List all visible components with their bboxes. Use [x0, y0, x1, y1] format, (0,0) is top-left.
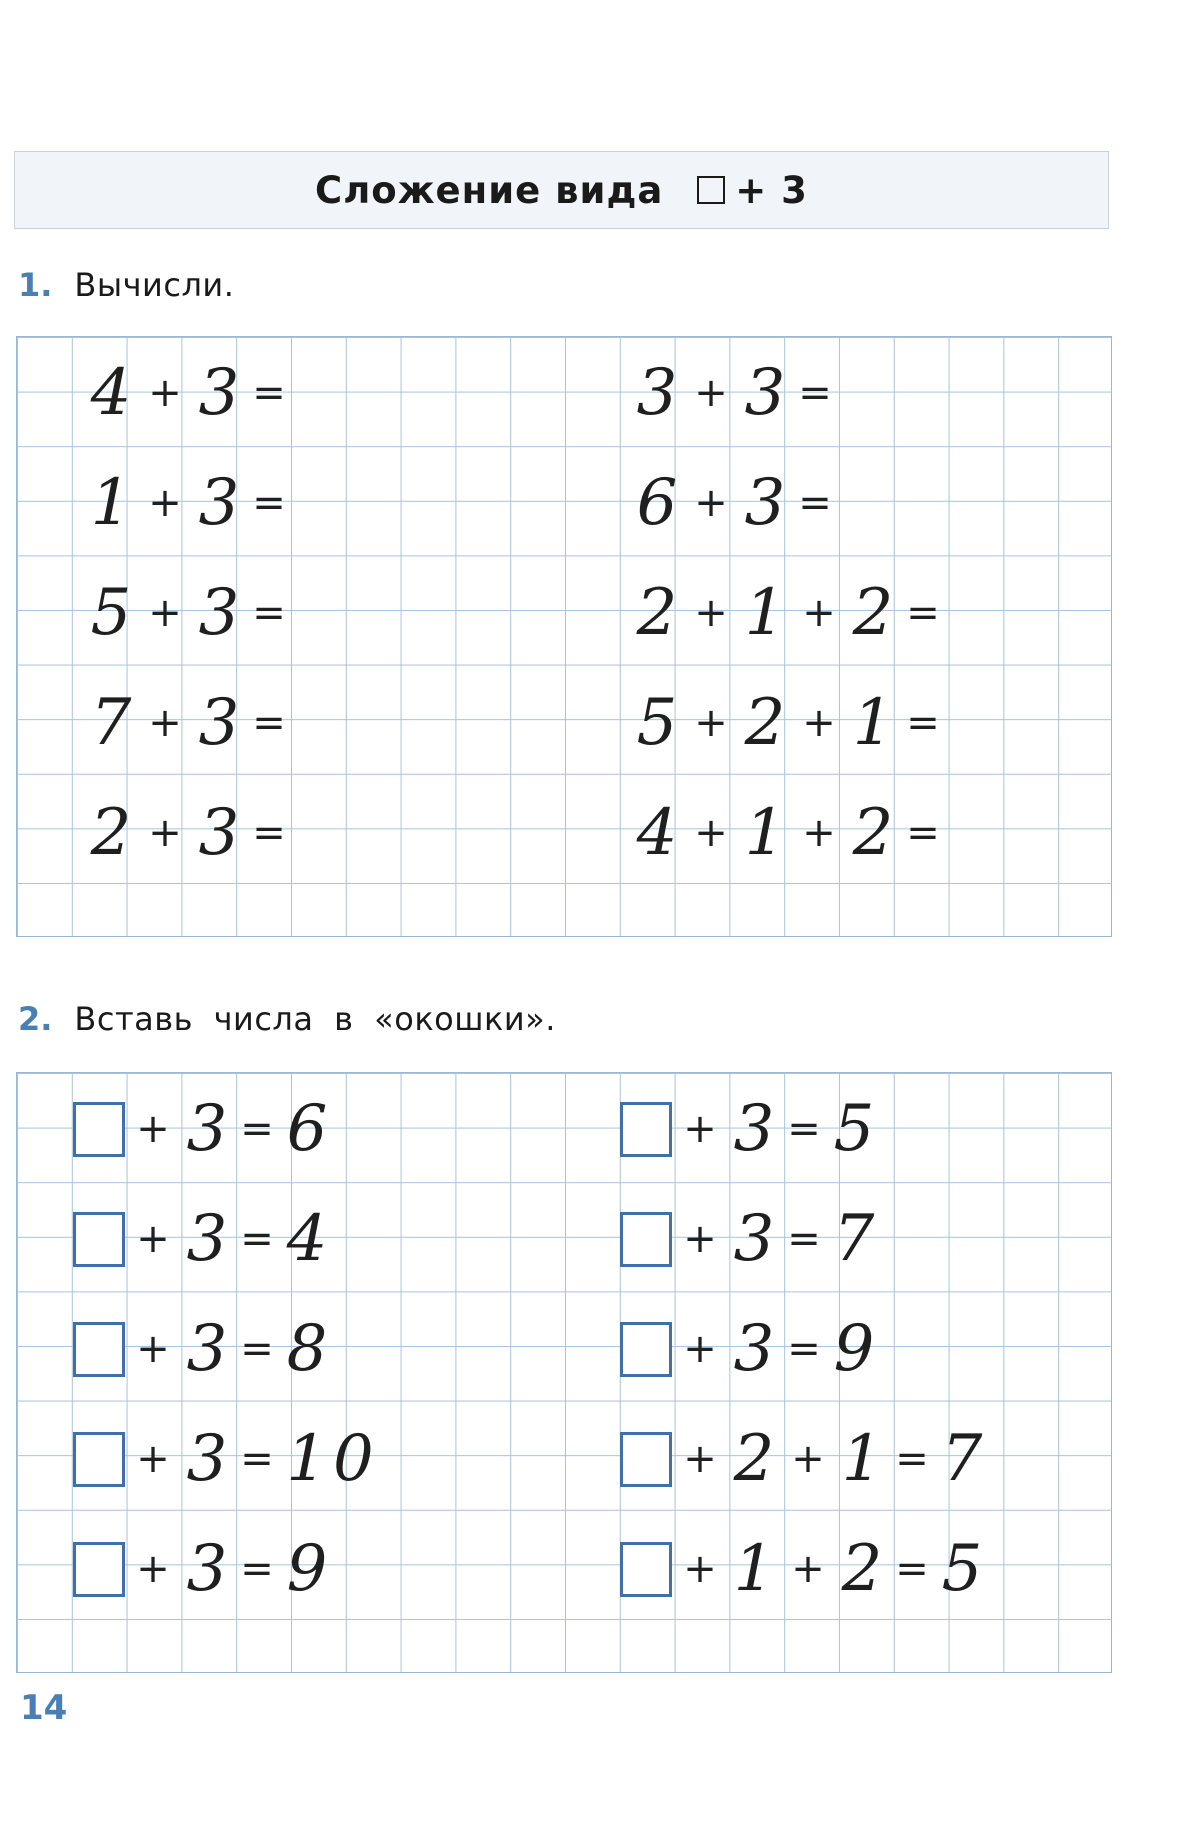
handwritten-number: 2 [841, 1532, 883, 1606]
task1-left-expression-3 [85, 573, 293, 653]
task2-left-expression-1 [73, 1089, 333, 1169]
task1-right-expression-3 [631, 573, 947, 653]
handwritten-number: 7 [941, 1422, 983, 1496]
equals-sign: = [798, 480, 832, 526]
handwritten-number: 3 [186, 1202, 228, 1276]
handwritten-number: 2 [852, 796, 894, 870]
equals-sign: = [906, 810, 940, 856]
handwritten-number: 3 [198, 796, 240, 870]
equals-sign: = [906, 590, 940, 636]
plus-sign: + [694, 810, 728, 856]
task2-heading [18, 1000, 556, 1038]
task2-right-expression-2 [620, 1199, 880, 1279]
handwritten-number: 10 [286, 1422, 380, 1496]
plus-sign: + [148, 700, 182, 746]
plus-sign: + [791, 1546, 825, 1592]
equals-sign: = [895, 1546, 929, 1592]
plus-sign: + [694, 590, 728, 636]
task1-number: 1. [18, 266, 53, 304]
handwritten-number: 1 [90, 466, 132, 540]
handwritten-number: 1 [841, 1422, 883, 1496]
answer-box[interactable] [620, 1322, 672, 1377]
plus-sign: + [694, 480, 728, 526]
task2-right-expression-3 [620, 1309, 880, 1389]
task1-instruction: Вычисли. [74, 266, 235, 304]
task1-left-expression-2 [85, 463, 293, 543]
handwritten-number: 9 [833, 1312, 875, 1386]
plus-sign: + [791, 1436, 825, 1482]
equals-sign: = [240, 1106, 274, 1152]
task1-left-expression-5 [85, 793, 293, 873]
task2-right-expression-5 [620, 1529, 988, 1609]
handwritten-number: 4 [286, 1202, 328, 1276]
plus-sign: + [683, 1436, 717, 1482]
handwritten-number: 8 [286, 1312, 328, 1386]
handwritten-number: 3 [744, 466, 786, 540]
equals-sign: = [252, 700, 286, 746]
task2-number: 2. [18, 1000, 53, 1038]
plus-sign: + [136, 1106, 170, 1152]
handwritten-number: 3 [733, 1312, 775, 1386]
answer-box[interactable] [73, 1542, 125, 1597]
handwritten-number: 4 [636, 796, 678, 870]
plus-sign: + [802, 700, 836, 746]
handwritten-number: 1 [733, 1532, 775, 1606]
handwritten-number: 2 [744, 686, 786, 760]
equals-sign: = [240, 1546, 274, 1592]
equals-sign: = [252, 810, 286, 856]
plus-sign: + [136, 1546, 170, 1592]
handwritten-number: 3 [744, 356, 786, 430]
handwritten-number: 3 [198, 686, 240, 760]
handwritten-number: 3 [733, 1202, 775, 1276]
handwritten-number: 2 [90, 796, 132, 870]
handwritten-number: 3 [636, 356, 678, 430]
handwritten-number: 2 [733, 1422, 775, 1496]
handwritten-number: 4 [90, 356, 132, 430]
handwritten-number: 3 [733, 1092, 775, 1166]
plus-sign: + [694, 700, 728, 746]
equals-sign: = [895, 1436, 929, 1482]
equals-sign: = [787, 1106, 821, 1152]
handwritten-number: 1 [852, 686, 894, 760]
task2-left-expression-3 [73, 1309, 333, 1389]
handwritten-number: 1 [744, 576, 786, 650]
plus-sign: + [148, 590, 182, 636]
handwritten-number: 3 [186, 1312, 228, 1386]
handwritten-number: 7 [833, 1202, 875, 1276]
blank-box-icon [697, 176, 725, 204]
plus-sign: + [683, 1106, 717, 1152]
page-number: 14 [20, 1688, 68, 1728]
task1-left-expression-4 [85, 683, 293, 763]
plus-sign: + [683, 1546, 717, 1592]
equals-sign: = [798, 370, 832, 416]
equals-sign: = [787, 1216, 821, 1262]
task2-left-expression-5 [73, 1529, 333, 1609]
answer-box[interactable] [73, 1212, 125, 1267]
answer-box[interactable] [73, 1102, 125, 1157]
answer-box[interactable] [620, 1212, 672, 1267]
handwritten-number: 3 [198, 466, 240, 540]
handwritten-number: 6 [286, 1092, 328, 1166]
task2-instruction: Вставь числа в «окошки». [74, 1000, 556, 1038]
answer-box[interactable] [73, 1322, 125, 1377]
equals-sign: = [252, 370, 286, 416]
equals-sign: = [240, 1326, 274, 1372]
answer-box[interactable] [620, 1542, 672, 1597]
task2-left-expression-4 [73, 1419, 385, 1499]
plus-sign: + [136, 1436, 170, 1482]
task1-heading [18, 266, 234, 304]
plus-sign: + [148, 370, 182, 416]
equals-sign: = [252, 590, 286, 636]
handwritten-number: 2 [636, 576, 678, 650]
handwritten-number: 1 [744, 796, 786, 870]
plus-sign: + [683, 1216, 717, 1262]
answer-box[interactable] [620, 1102, 672, 1157]
equals-sign: = [906, 700, 940, 746]
plus-sign: + [802, 590, 836, 636]
handwritten-number: 2 [852, 576, 894, 650]
plus-sign: + [694, 370, 728, 416]
equals-sign: = [252, 480, 286, 526]
task2-right-expression-4 [620, 1419, 988, 1499]
handwritten-number: 7 [90, 686, 132, 760]
plus-sign: + [136, 1326, 170, 1372]
handwritten-number: 3 [198, 576, 240, 650]
plus-sign: + [136, 1216, 170, 1262]
task2-left-expression-2 [73, 1199, 333, 1279]
answer-box[interactable] [620, 1432, 672, 1487]
task1-right-expression-5 [631, 793, 947, 873]
equals-sign: = [240, 1216, 274, 1262]
answer-box[interactable] [73, 1432, 125, 1487]
task2-right-expression-1 [620, 1089, 880, 1169]
handwritten-number: 3 [198, 356, 240, 430]
plus-sign: + [683, 1326, 717, 1372]
title-tail: + 3 [735, 168, 808, 212]
handwritten-number: 3 [186, 1532, 228, 1606]
handwritten-number: 5 [941, 1532, 983, 1606]
handwritten-number: 9 [286, 1532, 328, 1606]
handwritten-number: 6 [636, 466, 678, 540]
handwritten-number: 3 [186, 1422, 228, 1496]
task1-right-expression-1 [631, 353, 839, 433]
task1-grid [16, 336, 1112, 937]
plus-sign: + [148, 810, 182, 856]
handwritten-number: 5 [636, 686, 678, 760]
task1-right-expression-4 [631, 683, 947, 763]
title-text: Сложение вида [315, 168, 664, 212]
plus-sign: + [148, 480, 182, 526]
equals-sign: = [787, 1326, 821, 1372]
task2-grid [16, 1072, 1112, 1673]
handwritten-number: 5 [90, 576, 132, 650]
task1-left-expression-1 [85, 353, 293, 433]
title-band [14, 151, 1109, 229]
handwritten-number: 3 [186, 1092, 228, 1166]
task1-right-expression-2 [631, 463, 839, 543]
plus-sign: + [802, 810, 836, 856]
handwritten-number: 5 [833, 1092, 875, 1166]
equals-sign: = [240, 1436, 274, 1482]
